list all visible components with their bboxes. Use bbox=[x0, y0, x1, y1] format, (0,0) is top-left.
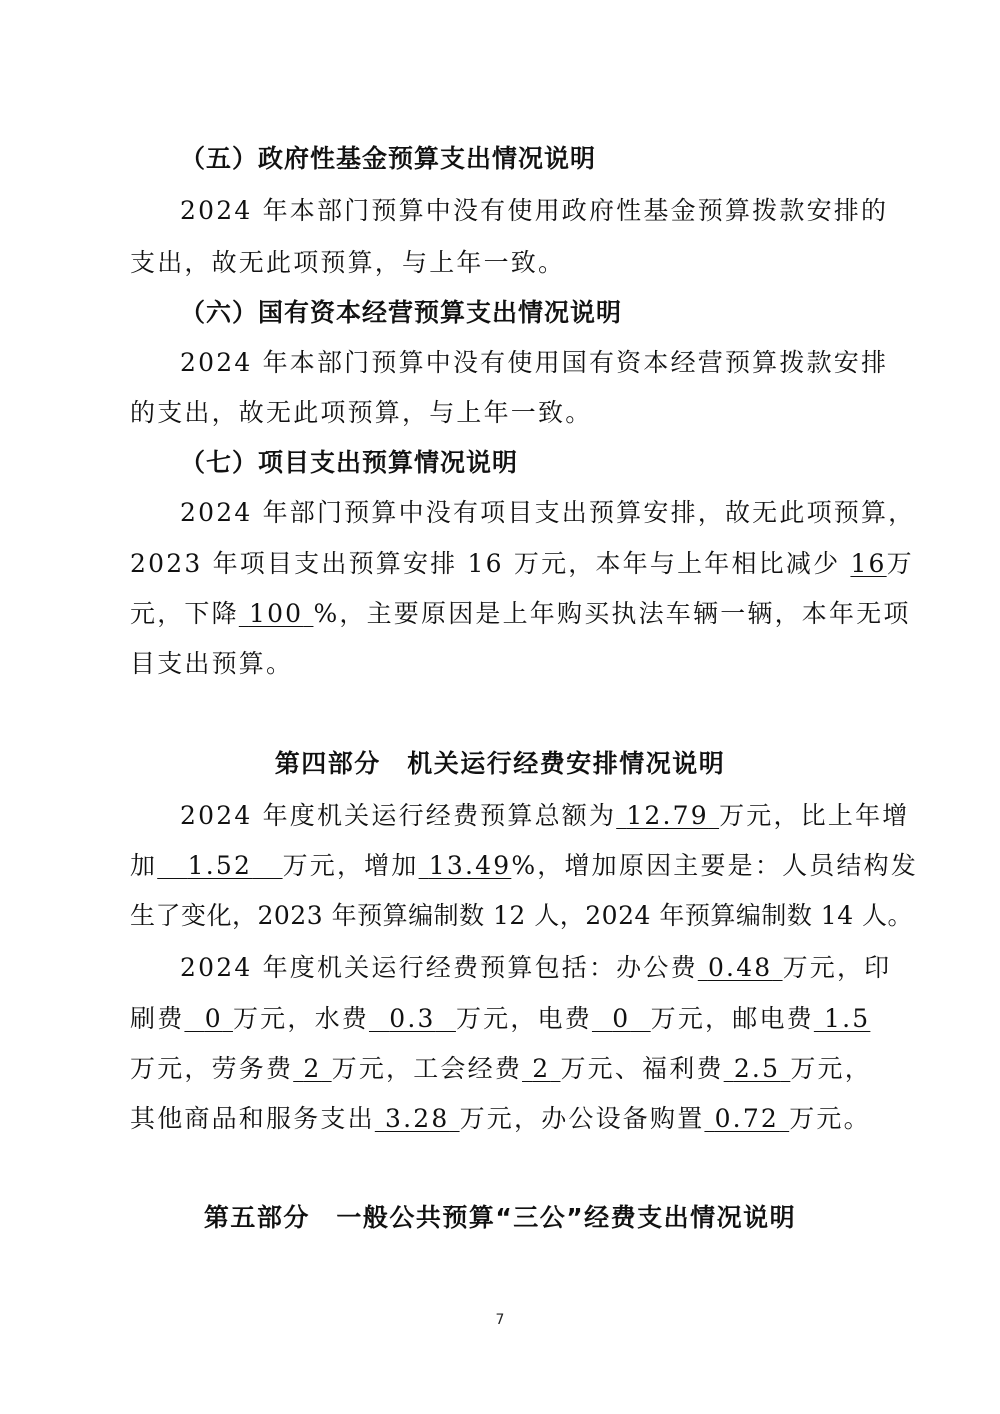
part-4-para-1-line-2 bbox=[130, 840, 919, 892]
underlined-value bbox=[293, 1054, 331, 1083]
page-number: 7 bbox=[495, 1312, 505, 1328]
text-run: %，主要原因是上年购买执法车辆一辆，本年无项 bbox=[313, 599, 911, 628]
underlined-text: 3.28 bbox=[384, 1104, 450, 1133]
section-7-line-3 bbox=[130, 588, 911, 640]
underlined-value bbox=[184, 1004, 233, 1033]
text-run: 2024 年度机关运行经费预算总额为 bbox=[180, 801, 617, 830]
underlined-text: 2 bbox=[303, 1054, 322, 1083]
section-5-line-1: 2024 年本部门预算中没有使用政府性基金预算拨款安排的 bbox=[180, 196, 889, 225]
part-4-para-1-line-3: 生了变化，2023 年预算编制数 12 人，2024 年预算编制数 14 人。 bbox=[130, 901, 914, 930]
underlined-value bbox=[592, 1004, 651, 1033]
text-run: 万元，邮电费 bbox=[650, 1004, 814, 1033]
part-4-para-2-line-3 bbox=[130, 1043, 870, 1095]
section-6-line-2: 的支出，故无此项预算，与上年一致。 bbox=[130, 398, 593, 427]
underlined-value bbox=[814, 1004, 871, 1033]
underlined-text: 2.5 bbox=[733, 1054, 781, 1083]
underlined-value: 16 bbox=[850, 549, 887, 578]
text-run: 万元，劳务费 bbox=[130, 1054, 294, 1083]
underlined-value bbox=[375, 1104, 460, 1133]
part-4-para-2-line-2 bbox=[130, 993, 870, 1045]
part-5-heading: 第五部分 一般公共预算“三公”经费支出情况说明 bbox=[203, 1203, 797, 1232]
underlined-value bbox=[522, 1054, 560, 1083]
part-4-heading: 第四部分 机关运行经费安排情况说明 bbox=[274, 749, 726, 778]
text-run: 刷费 bbox=[130, 1004, 185, 1033]
underlined-text: 0.3 bbox=[389, 1004, 436, 1033]
underlined-text: 12.79 bbox=[626, 801, 709, 830]
underlined-text: 0.48 bbox=[707, 953, 773, 982]
text-run: 万元、福利费 bbox=[560, 1054, 724, 1083]
section-7-line-4: 目支出预算。 bbox=[130, 649, 294, 678]
underlined-text: 0 bbox=[612, 1004, 631, 1033]
text-run: 万元，比上年增 bbox=[719, 801, 910, 830]
underlined-value bbox=[157, 851, 282, 880]
underlined-text: 1.5 bbox=[824, 1004, 871, 1033]
underlined-value bbox=[724, 1054, 791, 1083]
part-4-para-2-line-1 bbox=[180, 942, 892, 994]
text-run: 万 bbox=[886, 549, 914, 578]
section-6-heading: （六）国有资本经营预算支出情况说明 bbox=[180, 298, 623, 327]
text-run: 万元，工会经费 bbox=[331, 1054, 523, 1083]
underlined-text: 2 bbox=[532, 1054, 551, 1083]
underlined-text: 13.49 bbox=[428, 851, 512, 880]
text-run: 万元，水费 bbox=[232, 1004, 369, 1033]
underlined-text: 100 bbox=[248, 599, 304, 628]
text-run: 2024 年度机关运行经费预算包括：办公费 bbox=[180, 953, 698, 982]
underlined-value bbox=[239, 599, 314, 628]
text-run: 万元。 bbox=[789, 1104, 871, 1133]
section-7-line-2 bbox=[130, 538, 914, 590]
text-run: 万元， bbox=[790, 1054, 872, 1083]
section-7-heading: （七）项目支出预算情况说明 bbox=[180, 448, 519, 477]
text-run: %，增加原因主要是：人员结构发 bbox=[511, 851, 919, 880]
underlined-value bbox=[704, 1104, 789, 1133]
underlined-value bbox=[419, 851, 512, 880]
text-run: 万元，电费 bbox=[455, 1004, 592, 1033]
text-run: 元，下降 bbox=[130, 599, 239, 628]
underlined-value bbox=[616, 801, 719, 830]
text-run: 加 bbox=[130, 851, 158, 880]
section-5-line-2: 支出，故无此项预算，与上年一致。 bbox=[130, 248, 566, 277]
section-5-heading: （五）政府性基金预算支出情况说明 bbox=[180, 144, 597, 173]
underlined-text: 1.52 bbox=[187, 851, 253, 880]
text-run: 2023 年项目支出预算安排 16 万元，本年与上年相比减少 bbox=[130, 549, 841, 578]
text-run: 其他商品和服务支出 bbox=[130, 1104, 375, 1133]
underlined-text: 0 bbox=[204, 1004, 223, 1033]
text-run: 万元，办公设备购置 bbox=[459, 1104, 705, 1133]
section-7-line-1: 2024 年部门预算中没有项目支出预算安排，故无此项预算， bbox=[180, 498, 916, 527]
text-run: 万元，增加 bbox=[282, 851, 419, 880]
part-4-para-2-line-4 bbox=[130, 1093, 870, 1145]
underlined-value bbox=[369, 1004, 456, 1033]
section-6-line-1: 2024 年本部门预算中没有使用国有资本经营预算拨款安排 bbox=[180, 348, 889, 377]
text-run: 万元，印 bbox=[782, 953, 892, 982]
underlined-value bbox=[698, 953, 783, 982]
part-4-para-1-line-1 bbox=[180, 790, 910, 842]
underlined-text: 0.72 bbox=[714, 1104, 780, 1133]
